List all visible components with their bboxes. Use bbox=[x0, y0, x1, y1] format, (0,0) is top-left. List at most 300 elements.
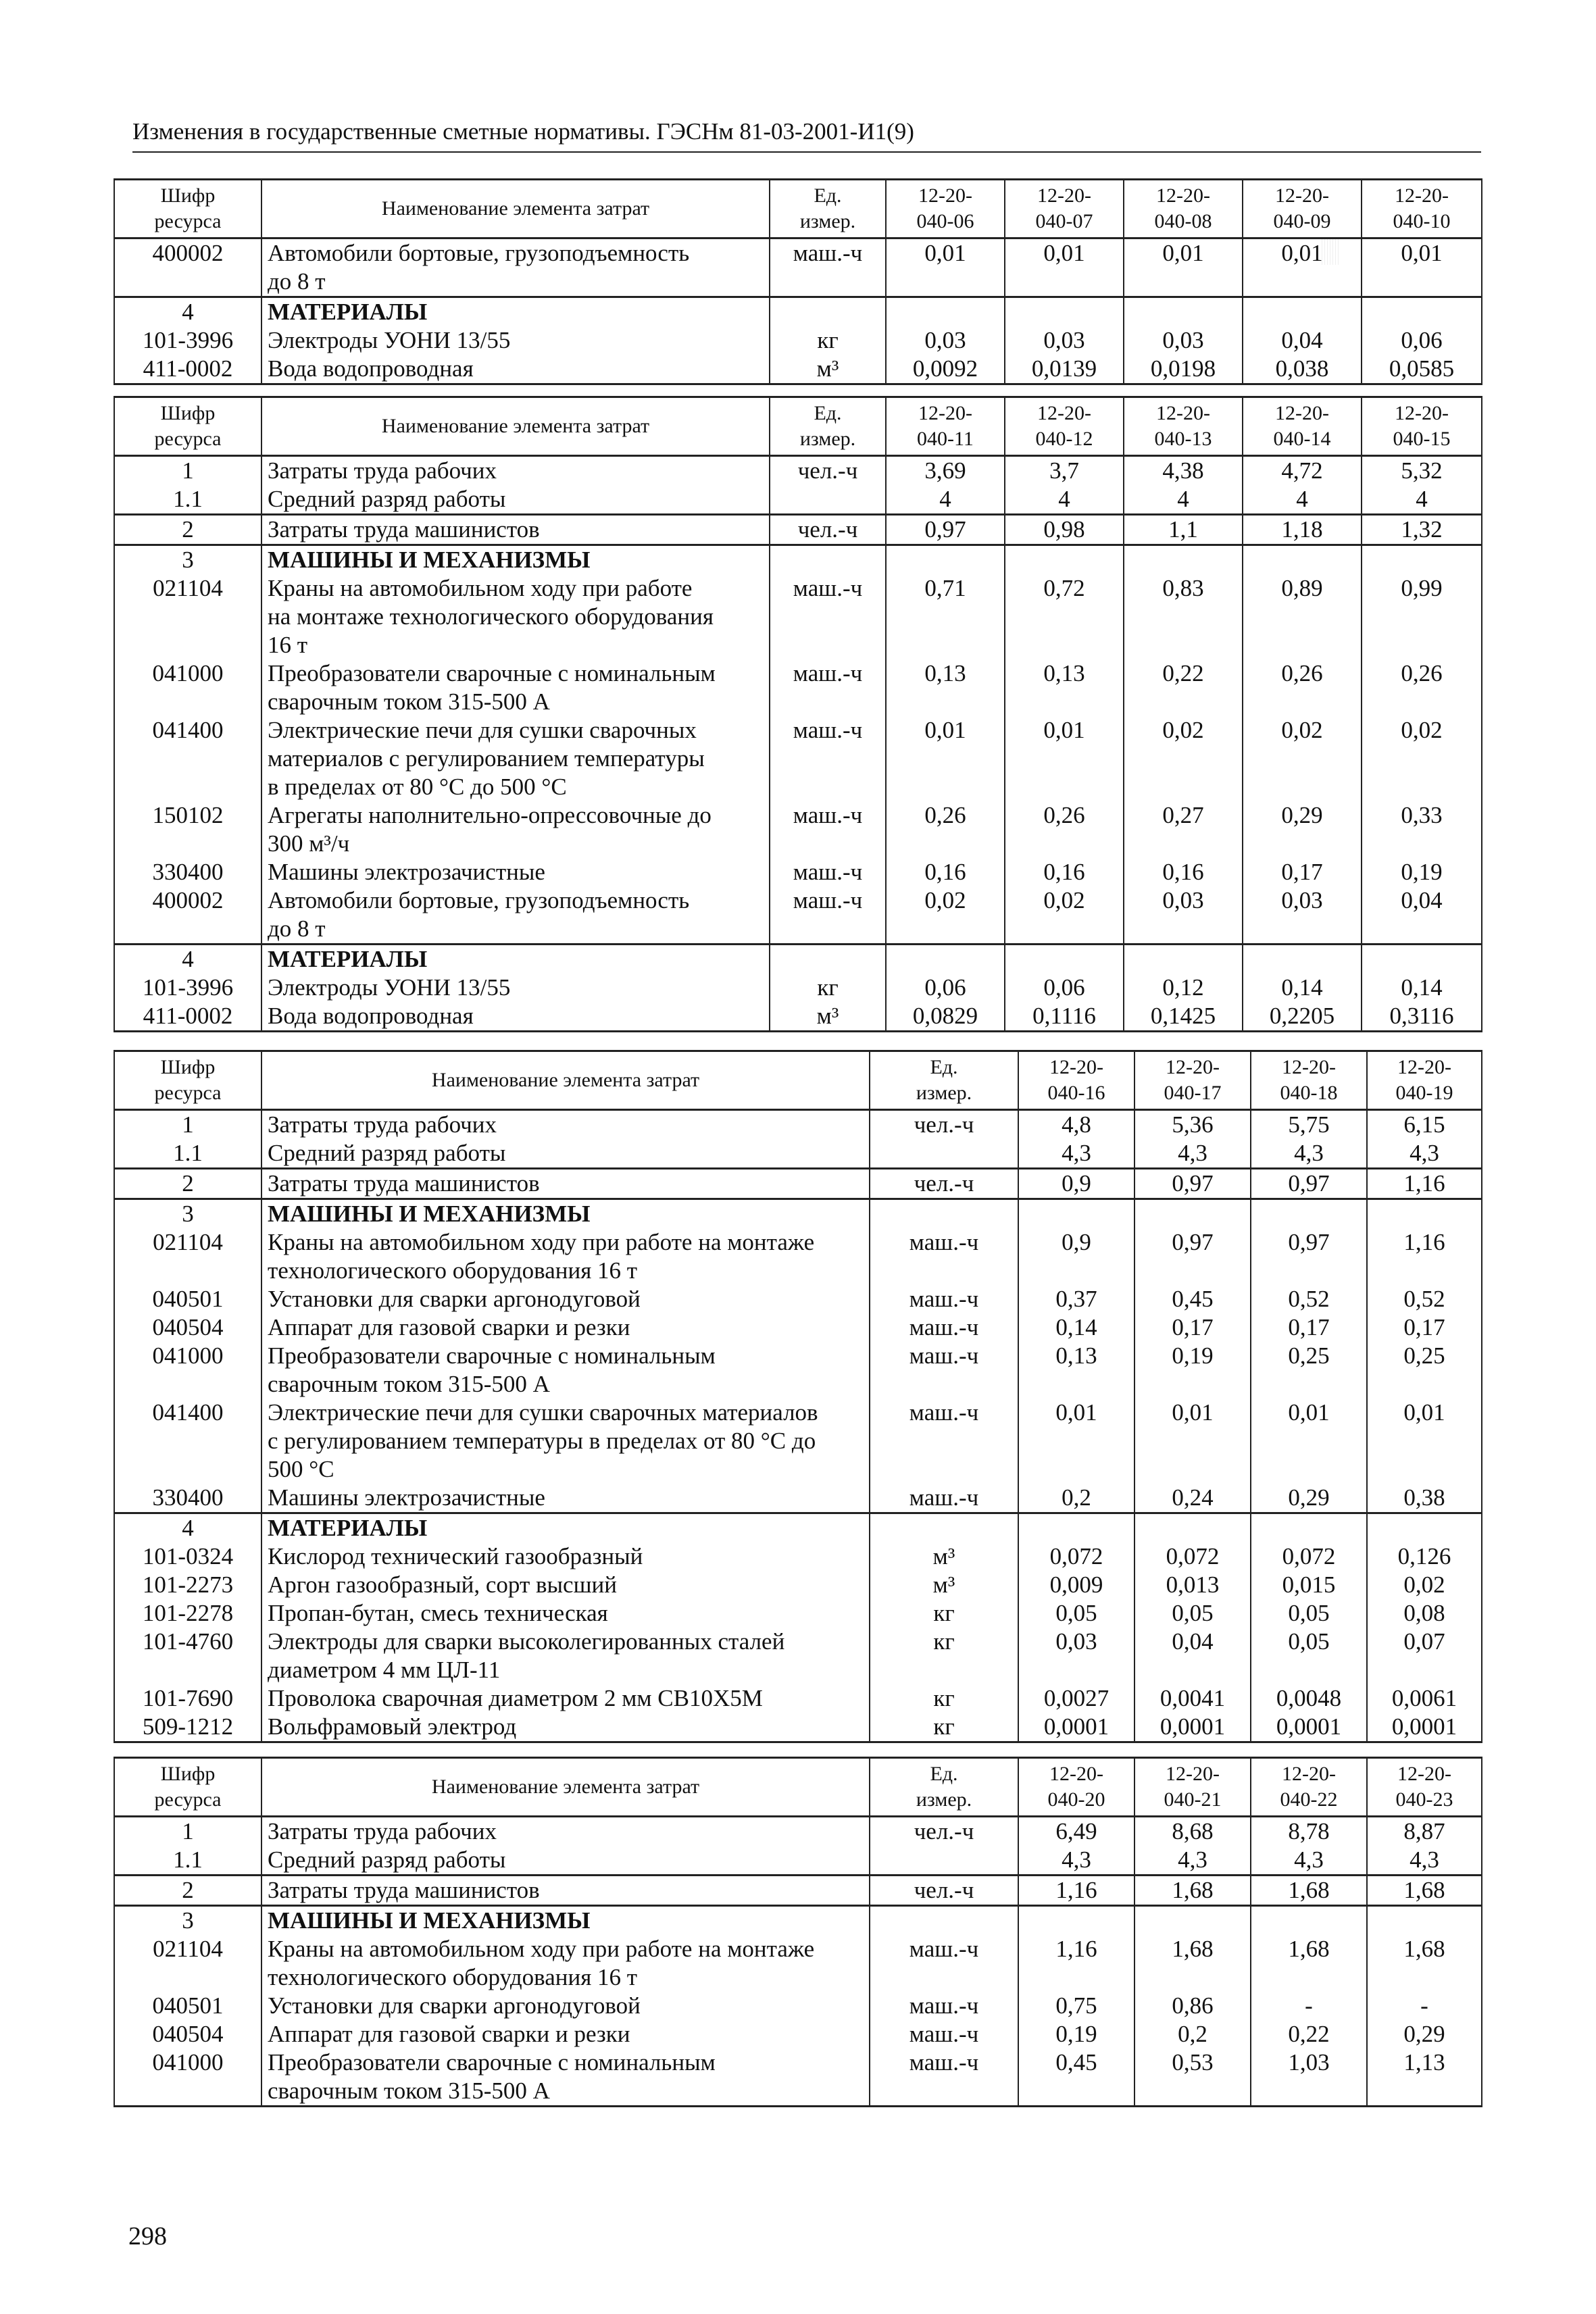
header-unit-line1: Ед. bbox=[814, 402, 842, 424]
resource-code: 2 bbox=[114, 1876, 261, 1906]
norm-value: 0,0061 bbox=[1367, 1684, 1482, 1713]
resource-code: 021104 bbox=[114, 1935, 261, 1992]
header-code bbox=[114, 1758, 261, 1817]
norm-value: 0,14 bbox=[1362, 974, 1482, 1002]
norm-value: 4,3 bbox=[1018, 1846, 1134, 1876]
resource-name-line: до 8 т bbox=[268, 915, 326, 942]
norm-value: 0,83 bbox=[1124, 574, 1243, 659]
resource-name-line: с регулированием температуры в пределах от 80 °С до bbox=[268, 1428, 816, 1454]
table-row bbox=[114, 326, 1482, 355]
norm-value: 1,16 bbox=[1367, 1228, 1482, 1285]
resource-code: 040501 bbox=[114, 1285, 261, 1313]
norm-value: 0,03 bbox=[1243, 886, 1362, 945]
table-row bbox=[114, 1542, 1482, 1571]
norm-value: 1,03 bbox=[1251, 2048, 1367, 2107]
resource-name bbox=[261, 1571, 870, 1599]
norm-value: - bbox=[1251, 1992, 1367, 2020]
norm-code-line: 040-21 bbox=[1164, 1788, 1222, 1811]
resource-code: 4 bbox=[114, 1513, 261, 1543]
unit-of-measure: маш.-ч bbox=[870, 1342, 1018, 1399]
table-row bbox=[114, 485, 1482, 515]
unit-of-measure: маш.-ч bbox=[870, 1484, 1018, 1513]
norm-value: 0,072 bbox=[1134, 1542, 1251, 1571]
norm-value: 0,06 bbox=[886, 974, 1005, 1002]
header-norm-code bbox=[1362, 180, 1482, 238]
resource-code: 101-3996 bbox=[114, 974, 261, 1002]
resource-name bbox=[261, 1399, 870, 1484]
norm-value: 0,0048 bbox=[1251, 1684, 1367, 1713]
section-title bbox=[261, 1906, 870, 1936]
norm-value: 0,37 bbox=[1018, 1285, 1134, 1313]
norm-value: 0,26 bbox=[1243, 659, 1362, 716]
header-norm-code bbox=[1134, 1051, 1251, 1110]
table-row bbox=[114, 716, 1482, 801]
norm-value: 0,01 bbox=[1251, 1399, 1367, 1484]
header-code-line1: Шифр bbox=[160, 402, 216, 424]
norm-value: 1,16 bbox=[1018, 1935, 1134, 1992]
resource-name-line: Электроды для сварки высоколегированных сталей bbox=[268, 1628, 785, 1655]
table-row bbox=[114, 886, 1482, 945]
unit-of-measure: кг bbox=[870, 1713, 1018, 1742]
header-unit-line2: измер. bbox=[916, 1788, 972, 1811]
norm-value: 1,68 bbox=[1367, 1876, 1482, 1906]
norm-value bbox=[1243, 945, 1362, 974]
resource-name-line: Затраты труда машинистов bbox=[268, 516, 540, 543]
norm-value: 0,06 bbox=[1005, 974, 1124, 1002]
norm-value: 4,3 bbox=[1367, 1139, 1482, 1169]
norm-code-line: 12-20- bbox=[1037, 402, 1091, 424]
norm-value: 0,72 bbox=[1005, 574, 1124, 659]
norm-code-line: 040-14 bbox=[1273, 428, 1331, 450]
unit-of-measure: м³ bbox=[870, 1571, 1018, 1599]
norm-value: 0,71 bbox=[886, 574, 1005, 659]
header-norm-code bbox=[886, 397, 1005, 456]
resource-name bbox=[261, 1599, 870, 1628]
unit-of-measure bbox=[770, 297, 886, 327]
resource-code: 1 bbox=[114, 1817, 261, 1846]
resource-code: 021104 bbox=[114, 574, 261, 659]
norm-value: 0,1116 bbox=[1005, 1002, 1124, 1032]
resource-code: 101-4760 bbox=[114, 1628, 261, 1684]
norm-value: 0,97 bbox=[886, 515, 1005, 545]
resource-code: 101-0324 bbox=[114, 1542, 261, 1571]
header-unit-line2: измер. bbox=[799, 428, 856, 450]
norm-value: 0,038 bbox=[1243, 355, 1362, 384]
norm-value: 0,01 bbox=[1124, 238, 1243, 297]
unit-of-measure: чел.-ч bbox=[870, 1876, 1018, 1906]
resource-name bbox=[261, 1876, 870, 1906]
norm-value: 0,01 bbox=[1367, 1399, 1482, 1484]
table-header-row bbox=[114, 180, 1482, 238]
norm-code-line: 12-20- bbox=[1156, 184, 1210, 207]
header-norm-code bbox=[1134, 1758, 1251, 1817]
unit-of-measure: маш.-ч bbox=[770, 886, 886, 945]
resource-code: 1.1 bbox=[114, 485, 261, 515]
table-row bbox=[114, 1228, 1482, 1285]
resource-name-line: сварочным током 315-500 А bbox=[268, 1371, 550, 1397]
resource-name bbox=[261, 1002, 770, 1032]
resource-name-line: Машины электрозачистные bbox=[268, 1484, 545, 1511]
unit-of-measure: маш.-ч bbox=[770, 238, 886, 297]
resource-name-line: Средний разряд работы bbox=[268, 1140, 506, 1166]
resource-name-line: Автомобили бортовые, грузоподъемность bbox=[268, 887, 690, 913]
resource-name-line: Затраты труда рабочих bbox=[268, 1818, 497, 1844]
norm-value: 0,126 bbox=[1367, 1542, 1482, 1571]
norm-value: 4,3 bbox=[1134, 1139, 1251, 1169]
norm-code-line: 12-20- bbox=[918, 184, 972, 207]
resource-name bbox=[261, 1139, 870, 1169]
norm-value: 0,26 bbox=[1362, 659, 1482, 716]
resource-name bbox=[261, 326, 770, 355]
norm-value: 1,32 bbox=[1362, 515, 1482, 545]
norm-value: 1,1 bbox=[1124, 515, 1243, 545]
resource-name bbox=[261, 1285, 870, 1313]
norm-value: 0,52 bbox=[1251, 1285, 1367, 1313]
norm-value: 0,19 bbox=[1362, 858, 1482, 886]
table-row bbox=[114, 1684, 1482, 1713]
unit-of-measure bbox=[770, 485, 886, 515]
norm-value: 0,03 bbox=[1018, 1628, 1134, 1684]
table-header-row bbox=[114, 397, 1482, 456]
header-name: Наименование элемента затрат bbox=[261, 1758, 870, 1817]
norm-code-line: 12-20- bbox=[1395, 184, 1449, 207]
norm-value bbox=[1124, 297, 1243, 327]
norm-value: 4 bbox=[886, 485, 1005, 515]
header-code-line2: ресурса bbox=[154, 1788, 222, 1811]
norm-value: 0,17 bbox=[1251, 1313, 1367, 1342]
unit-of-measure: чел.-ч bbox=[770, 456, 886, 486]
resource-code: 330400 bbox=[114, 1484, 261, 1513]
norm-value: 0,13 bbox=[886, 659, 1005, 716]
resource-name-line: Пропан-бутан, смесь техническая bbox=[268, 1600, 608, 1626]
header-norm-code bbox=[1005, 397, 1124, 456]
norm-value: 0,01 bbox=[1243, 238, 1362, 297]
norm-value: 0,13 bbox=[1005, 659, 1124, 716]
norm-value bbox=[886, 545, 1005, 575]
header-unit-line1: Ед. bbox=[930, 1056, 958, 1078]
norm-value bbox=[1251, 1199, 1367, 1229]
header-code-line1: Шифр bbox=[160, 1763, 216, 1785]
header-code bbox=[114, 397, 261, 456]
norm-value: 0,29 bbox=[1251, 1484, 1367, 1513]
resource-name bbox=[261, 1228, 870, 1285]
resource-name-line: Краны на автомобильном ходу при работе на монтаже bbox=[268, 1229, 815, 1255]
norm-value: 0,17 bbox=[1134, 1313, 1251, 1342]
norm-value: 0,19 bbox=[1018, 2020, 1134, 2048]
norm-code-line: 12-20- bbox=[1049, 1056, 1103, 1078]
resource-name-line: Электрические печи для сушки сварочных материалов bbox=[268, 1399, 818, 1426]
norm-value: 0,04 bbox=[1243, 326, 1362, 355]
table-row bbox=[114, 659, 1482, 716]
unit-of-measure bbox=[870, 1906, 1018, 1936]
table-row bbox=[114, 1342, 1482, 1399]
resource-name-line: Установки для сварки аргонодуговой bbox=[268, 1286, 641, 1312]
resource-name-line: Затраты труда машинистов bbox=[268, 1877, 540, 1903]
unit-of-measure bbox=[770, 545, 886, 575]
norm-value: 0,17 bbox=[1367, 1313, 1482, 1342]
norm-value: 0,01 bbox=[1362, 238, 1482, 297]
norm-value: 0,013 bbox=[1134, 1571, 1251, 1599]
norm-value: 0,01 bbox=[1005, 716, 1124, 801]
norm-value: 0,52 bbox=[1367, 1285, 1482, 1313]
norm-value bbox=[1251, 1513, 1367, 1543]
resource-name-line: МАШИНЫ И МЕХАНИЗМЫ bbox=[268, 1907, 591, 1934]
table-row bbox=[114, 1846, 1482, 1876]
header-unit-line1: Ед. bbox=[814, 184, 842, 207]
norm-value: 0,16 bbox=[1005, 858, 1124, 886]
resource-name bbox=[261, 515, 770, 545]
resource-name-line: на монтаже технологического оборудования bbox=[268, 603, 714, 630]
header-code-line1: Шифр bbox=[160, 1056, 216, 1078]
norm-value: 0,01 bbox=[1005, 238, 1124, 297]
resource-name-line: сварочным током 315-500 А bbox=[268, 2078, 550, 2104]
table-row bbox=[114, 1139, 1482, 1169]
resource-name-line: МАТЕРИАЛЫ bbox=[268, 1515, 428, 1541]
norm-value: 4,3 bbox=[1367, 1846, 1482, 1876]
resource-name-line: Вода водопроводная bbox=[268, 1003, 474, 1029]
norm-value: 0,9 bbox=[1018, 1228, 1134, 1285]
resource-name-line: Кислород технический газообразный bbox=[268, 1543, 643, 1569]
norm-value: 0,01 bbox=[1018, 1399, 1134, 1484]
norm-value: 0,06 bbox=[1362, 326, 1482, 355]
norm-value: 0,03 bbox=[1124, 886, 1243, 945]
norm-value: 0,98 bbox=[1005, 515, 1124, 545]
norm-value: 0,01 bbox=[1134, 1399, 1251, 1484]
norm-value bbox=[1367, 1199, 1482, 1229]
resource-code: 3 bbox=[114, 1199, 261, 1229]
norm-value: 0,26 bbox=[1005, 801, 1124, 858]
norm-value: 0,26 bbox=[886, 801, 1005, 858]
resource-code: 041000 bbox=[114, 659, 261, 716]
resource-code: 411-0002 bbox=[114, 1002, 261, 1032]
resource-code: 411-0002 bbox=[114, 355, 261, 384]
norm-value: 0,0027 bbox=[1018, 1684, 1134, 1713]
header-norm-code bbox=[1005, 180, 1124, 238]
resource-name-line: Установки для сварки аргонодуговой bbox=[268, 1992, 641, 2019]
norm-value bbox=[1018, 1513, 1134, 1543]
norm-value: 0,03 bbox=[1005, 326, 1124, 355]
resource-name bbox=[261, 1817, 870, 1846]
table-row bbox=[114, 355, 1482, 384]
resource-name bbox=[261, 2020, 870, 2048]
norm-code-line: 040-22 bbox=[1280, 1788, 1338, 1811]
resource-code: 400002 bbox=[114, 886, 261, 945]
norm-value bbox=[1367, 1513, 1482, 1543]
table-row bbox=[114, 1002, 1482, 1032]
header-code bbox=[114, 1051, 261, 1110]
norm-value: 0,29 bbox=[1367, 2020, 1482, 2048]
resource-name bbox=[261, 1713, 870, 1742]
norm-value bbox=[1362, 297, 1482, 327]
norm-code-line: 12-20- bbox=[1275, 402, 1329, 424]
header-name: Наименование элемента затрат bbox=[261, 397, 770, 456]
resource-name bbox=[261, 456, 770, 486]
header-unit-line1: Ед. bbox=[930, 1763, 958, 1785]
resource-code: 041000 bbox=[114, 1342, 261, 1399]
norm-value: 8,78 bbox=[1251, 1817, 1367, 1846]
unit-of-measure: чел.-ч bbox=[870, 1110, 1018, 1140]
resource-code: 3 bbox=[114, 1906, 261, 1936]
norm-code-line: 12-20- bbox=[918, 402, 972, 424]
norm-code-line: 12-20- bbox=[1166, 1763, 1220, 1785]
norm-value: 4,38 bbox=[1124, 456, 1243, 486]
norm-value: 0,16 bbox=[886, 858, 1005, 886]
norm-value bbox=[1005, 545, 1124, 575]
resource-code: 2 bbox=[114, 1169, 261, 1199]
norm-code-line: 12-20- bbox=[1282, 1763, 1336, 1785]
header-norm-code bbox=[1243, 397, 1362, 456]
norm-value: 0,05 bbox=[1134, 1599, 1251, 1628]
norm-value: 4 bbox=[1243, 485, 1362, 515]
page-header bbox=[132, 116, 1481, 153]
unit-of-measure: кг bbox=[870, 1599, 1018, 1628]
norm-value: 0,0041 bbox=[1134, 1684, 1251, 1713]
norm-value bbox=[1134, 1513, 1251, 1543]
resource-name bbox=[261, 1110, 870, 1140]
norm-value: 0,2205 bbox=[1243, 1002, 1362, 1032]
norm-value bbox=[1362, 545, 1482, 575]
norm-code-line: 040-19 bbox=[1395, 1082, 1453, 1104]
resource-code: 1 bbox=[114, 456, 261, 486]
unit-of-measure bbox=[870, 1846, 1018, 1876]
table-row bbox=[114, 574, 1482, 659]
norm-value: 4 bbox=[1124, 485, 1243, 515]
table-row bbox=[114, 1571, 1482, 1599]
table-row bbox=[114, 2020, 1482, 2048]
header-norm-code bbox=[1367, 1051, 1482, 1110]
header-code-line2: ресурса bbox=[154, 1082, 222, 1104]
unit-of-measure: чел.-ч bbox=[770, 515, 886, 545]
table-row bbox=[114, 1906, 1482, 1936]
norm-value: 0,2 bbox=[1018, 1484, 1134, 1513]
norm-value: 0,22 bbox=[1124, 659, 1243, 716]
norm-code-line: 12-20- bbox=[1037, 184, 1091, 207]
table-row bbox=[114, 1285, 1482, 1313]
norm-value bbox=[1134, 1906, 1251, 1936]
header-norm-code bbox=[1124, 180, 1243, 238]
section-title bbox=[261, 1199, 870, 1229]
table-row bbox=[114, 1169, 1482, 1199]
header-norm-code bbox=[1251, 1758, 1367, 1817]
norm-value: 0,75 bbox=[1018, 1992, 1134, 2020]
unit-of-measure: кг bbox=[770, 974, 886, 1002]
resource-name-line: Машины электрозачистные bbox=[268, 859, 545, 885]
resource-name-line: Электроды УОНИ 13/55 bbox=[268, 327, 511, 353]
unit-of-measure: маш.-ч bbox=[870, 2020, 1018, 2048]
resource-name-line: Преобразователи сварочные с номинальным bbox=[268, 1342, 716, 1369]
resource-code: 1.1 bbox=[114, 1139, 261, 1169]
resource-name-line: Вода водопроводная bbox=[268, 355, 474, 382]
norm-value: 5,75 bbox=[1251, 1110, 1367, 1140]
norm-value: 0,19 bbox=[1134, 1342, 1251, 1399]
resource-name-line: 300 м³/ч bbox=[268, 830, 350, 857]
norm-value: - bbox=[1367, 1992, 1482, 2020]
header-code-line2: ресурса bbox=[154, 428, 222, 450]
resource-name-line: Затраты труда рабочих bbox=[268, 1111, 497, 1138]
norm-value bbox=[1005, 297, 1124, 327]
norm-value: 0,3116 bbox=[1362, 1002, 1482, 1032]
table-row bbox=[114, 858, 1482, 886]
norm-value: 0,97 bbox=[1251, 1169, 1367, 1199]
norm-value bbox=[886, 297, 1005, 327]
norm-value: 0,9 bbox=[1018, 1169, 1134, 1199]
table-row bbox=[114, 1713, 1482, 1742]
resource-code: 041400 bbox=[114, 1399, 261, 1484]
norm-value bbox=[886, 945, 1005, 974]
resource-name-line: 16 т bbox=[268, 632, 308, 658]
norm-value: 1,68 bbox=[1251, 1876, 1367, 1906]
norm-value bbox=[1124, 945, 1243, 974]
norm-value: 6,49 bbox=[1018, 1817, 1134, 1846]
resource-name-line: Преобразователи сварочные с номинальным bbox=[268, 2049, 716, 2076]
unit-of-measure bbox=[770, 945, 886, 974]
norm-value: 0,072 bbox=[1018, 1542, 1134, 1571]
norm-value: 0,22 bbox=[1251, 2020, 1367, 2048]
norm-value: 0,97 bbox=[1251, 1228, 1367, 1285]
norm-value: 0,86 bbox=[1134, 1992, 1251, 2020]
norm-code-line: 040-11 bbox=[917, 428, 974, 450]
norm-value: 0,0001 bbox=[1018, 1713, 1134, 1742]
resource-code: 040504 bbox=[114, 1313, 261, 1342]
header-norm-code bbox=[1362, 397, 1482, 456]
norm-code-line: 040-15 bbox=[1393, 428, 1451, 450]
resource-code: 3 bbox=[114, 545, 261, 575]
norm-code-line: 040-07 bbox=[1035, 210, 1093, 232]
resource-name-line: Аппарат для газовой сварки и резки bbox=[268, 2021, 630, 2047]
resource-name-line: в пределах от 80 °С до 500 °С bbox=[268, 774, 567, 800]
norm-value: 0,03 bbox=[1124, 326, 1243, 355]
resource-name bbox=[261, 716, 770, 801]
resource-name-line: МАТЕРИАЛЫ bbox=[268, 299, 428, 325]
resource-table-1 bbox=[114, 178, 1482, 385]
header-unit bbox=[770, 397, 886, 456]
norm-value: 0,04 bbox=[1362, 886, 1482, 945]
table-row bbox=[114, 1513, 1482, 1543]
norm-value bbox=[1018, 1199, 1134, 1229]
norm-value: 0,27 bbox=[1124, 801, 1243, 858]
unit-of-measure: чел.-ч bbox=[870, 1169, 1018, 1199]
resource-name-line: технологического оборудования 16 т bbox=[268, 1257, 638, 1284]
norm-value: 0,99 bbox=[1362, 574, 1482, 659]
resource-code: 330400 bbox=[114, 858, 261, 886]
norm-value: 0,05 bbox=[1251, 1599, 1367, 1628]
norm-value: 0,03 bbox=[886, 326, 1005, 355]
unit-of-measure bbox=[870, 1199, 1018, 1229]
norm-value: 4 bbox=[1005, 485, 1124, 515]
resource-name-line: Аппарат для газовой сварки и резки bbox=[268, 1314, 630, 1340]
norm-code-line: 040-06 bbox=[916, 210, 974, 232]
table-row bbox=[114, 515, 1482, 545]
unit-of-measure: кг bbox=[870, 1628, 1018, 1684]
table-row bbox=[114, 1628, 1482, 1684]
resource-code: 040501 bbox=[114, 1992, 261, 2020]
resource-code: 101-7690 bbox=[114, 1684, 261, 1713]
section-title bbox=[261, 297, 770, 327]
norm-value: 0,38 bbox=[1367, 1484, 1482, 1513]
table-row bbox=[114, 545, 1482, 575]
norm-code-line: 040-12 bbox=[1035, 428, 1093, 450]
section-title bbox=[261, 945, 770, 974]
resource-name-line: Вольфрамовый электрод bbox=[268, 1713, 517, 1740]
page-number: 298 bbox=[128, 2222, 167, 2250]
table-row bbox=[114, 1935, 1482, 1992]
resource-name-line: МАШИНЫ И МЕХАНИЗМЫ bbox=[268, 1201, 591, 1227]
norm-value: 0,0001 bbox=[1367, 1713, 1482, 1742]
norm-value: 0,17 bbox=[1243, 858, 1362, 886]
resource-name-line: до 8 т bbox=[268, 268, 326, 295]
norm-value: 0,02 bbox=[886, 886, 1005, 945]
table-row bbox=[114, 1313, 1482, 1342]
